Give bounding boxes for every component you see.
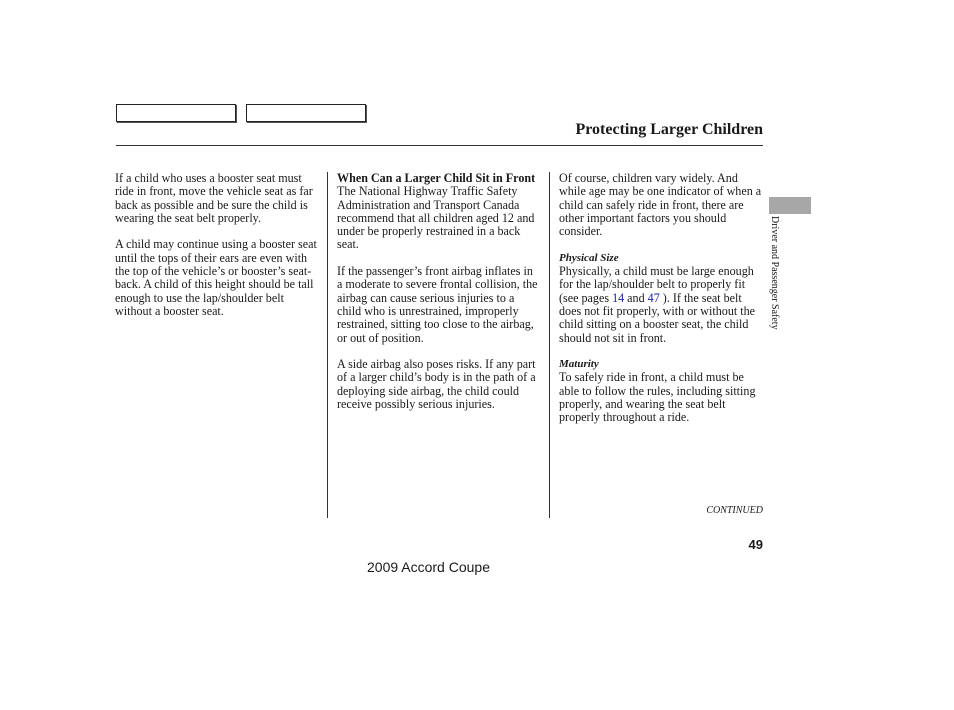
side-label-text: Driver and Passenger Safety <box>769 216 780 330</box>
text: and <box>624 290 648 305</box>
nav-button-next[interactable] <box>246 104 366 122</box>
page-link-47[interactable]: 47 <box>647 290 660 305</box>
section-side-label <box>767 216 785 361</box>
page-number: 49 <box>748 537 763 552</box>
column-middle <box>337 172 540 425</box>
column-divider <box>327 172 328 518</box>
paragraph: A side airbag also poses risks. If any part of a larger child’s body is in the path of a deploying side airbag, the child could receive possibly serious injuries. <box>337 357 536 412</box>
column-left <box>115 172 320 332</box>
section-tab-marker <box>769 197 811 214</box>
paragraph: The National Highway Traffic Safety Administration and Transport Canada recommend that all children aged 12 and under be properly restrained in a back seat. <box>337 184 535 252</box>
paragraph: A child may continue using a booster seat until the tops of their ears are even with the top of the vehicle’s or booster’s seat-back. A child of this height should be tall enough to use the lap/shoulder belt without a booster seat. <box>115 237 317 318</box>
paragraph <box>559 265 764 345</box>
column-right <box>559 172 764 438</box>
column-divider <box>549 172 550 518</box>
subheading-physical-size: Physical Size <box>559 251 619 264</box>
page-title: Protecting Larger Children <box>575 121 763 138</box>
text: Physically, a child must be large enough for the lap/shoulder belt to properly fit (see pages <box>559 264 754 305</box>
paragraph: If the passenger’s front airbag inflates in a moderate to severe frontal collision, the airbag can cause serious injuries to a child who is unrestrained, improperly restrained, sitting too close to the airbag, or out of position. <box>337 264 538 345</box>
paragraph: If a child who uses a booster seat must ride in front, move the vehicle seat as far back as possible and be sure the child is wearing the seat belt properly. <box>115 171 313 225</box>
section-heading: When Can a Larger Child Sit in Front <box>337 171 536 185</box>
paragraph: Of course, children vary widely. And while age may be one indicator of when a child can safely ride in front, there are other important factors you should consider. <box>559 171 762 239</box>
paragraph: To safely ride in front, a child must be able to follow the rules, including sitting properly, and wearing the seat belt properly throughout a ride. <box>559 370 756 425</box>
text: ). If the seat belt does not fit properly, with or without the child sitting on a booster seat, the child should not sit in front. <box>559 290 756 345</box>
page-link-14[interactable]: 14 <box>612 290 625 305</box>
footer-model-label: 2009 Accord Coupe <box>367 559 490 575</box>
title-divider <box>116 145 763 146</box>
continued-label: CONTINUED <box>706 505 763 516</box>
nav-button-previous[interactable] <box>116 104 236 122</box>
subheading-maturity: Maturity <box>559 358 599 371</box>
